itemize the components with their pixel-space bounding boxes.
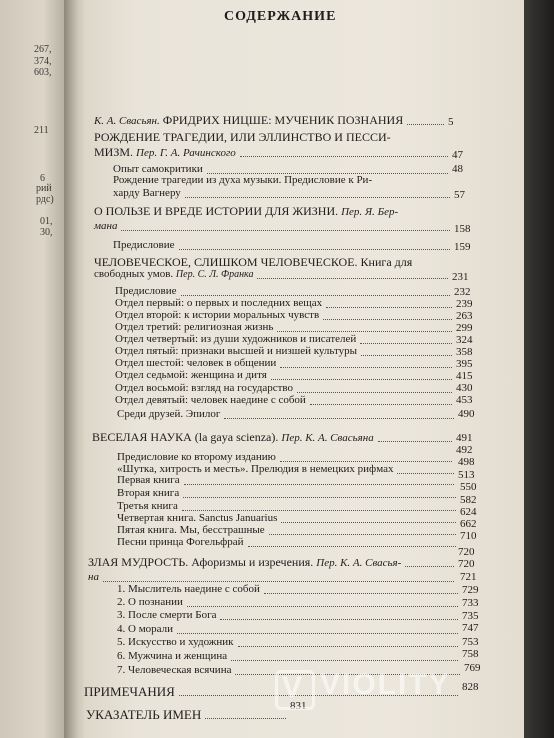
toc-entry-title: МИЗМ. Пер. Г. А. Рачинского xyxy=(94,145,236,159)
toc-entry-title: Рождение трагедии из духа музыки. Предисловие к Ри- xyxy=(113,174,373,186)
toc-entry-title: 1. Мыслитель наедине с собой xyxy=(117,583,260,595)
toc-leader-dots xyxy=(271,379,452,380)
toc-page-number: 415 xyxy=(456,370,473,382)
toc-page-number: 831 xyxy=(290,700,307,712)
toc-entry-title: Пятая книга. Мы, бесстрашные xyxy=(117,524,265,536)
toc-entry-title: на xyxy=(88,571,99,583)
toc-page-number: 733 xyxy=(462,597,479,609)
toc-leader-dots xyxy=(360,343,452,344)
toc-leader-dots xyxy=(205,718,286,719)
toc-page-number: 729 xyxy=(462,584,479,596)
toc-leader-dots xyxy=(277,331,452,332)
toc-page-number: 47 xyxy=(452,149,463,161)
left-page-number: рдс) xyxy=(36,194,54,205)
toc-leader-dots xyxy=(103,581,454,582)
toc-entry-title: Вторая книга xyxy=(117,487,180,499)
toc-entry-title: мана xyxy=(94,220,118,232)
toc-page-number: 828 xyxy=(462,681,479,693)
toc-page-number: 57 xyxy=(454,189,465,201)
left-page-number: 211 xyxy=(34,125,49,136)
toc-leader-dots xyxy=(280,367,452,368)
toc-page-number: 395 xyxy=(456,358,473,370)
toc-page-number: 430 xyxy=(456,382,473,394)
toc-entry-title: 5. Искусство и художник xyxy=(117,636,234,648)
toc-entry-title: Отдел шестой: человек в общении xyxy=(115,357,277,369)
toc-page-number: 498 xyxy=(458,456,475,468)
toc-page-number: 239 xyxy=(456,298,473,310)
toc-leader-dots xyxy=(326,307,452,308)
toc-leader-dots xyxy=(184,484,454,485)
toc-entry-title: Отдел пятый: признаки высшей и низшей культуры xyxy=(115,345,358,357)
toc-entry-title: ЗЛАЯ МУДРОСТЬ. Афоризмы и изречения. Пер. К. А. Свасья- xyxy=(88,555,402,569)
toc-entry-title: Отдел девятый: человек наедине с собой xyxy=(115,394,306,406)
toc-page-number: 5 xyxy=(448,116,454,128)
toc-leader-dots xyxy=(397,473,454,474)
toc-leader-dots xyxy=(183,497,456,498)
toc-page-number: 490 xyxy=(458,408,475,420)
toc-page-number: 550 xyxy=(460,481,477,493)
watermark-text: VIOLITY xyxy=(320,668,451,701)
toc-page-number: 720 xyxy=(458,546,475,558)
toc-entry-title: Опыт самокритики xyxy=(113,163,203,175)
left-page-number: 374, xyxy=(34,56,52,67)
toc-entry-title: Отдел первый: о первых и последних вещах xyxy=(115,297,323,309)
toc-page-number: 453 xyxy=(456,394,473,406)
toc-entry-title: Третья книга xyxy=(117,500,178,512)
toc-page-number: 299 xyxy=(456,322,473,334)
toc-entry-title: ВЕСЕЛАЯ НАУКА (la gaya scienza). Пер. К. А. Свасьяна xyxy=(92,430,374,444)
toc-leader-dots xyxy=(182,510,456,511)
toc-page-number: 662 xyxy=(460,518,477,530)
toc-leader-dots xyxy=(179,249,451,250)
toc-page-number: 758 xyxy=(462,648,479,660)
toc-page-number: 582 xyxy=(460,494,477,506)
toc-leader-dots xyxy=(185,197,450,198)
toc-page-number: 735 xyxy=(462,610,479,622)
left-page-number: 267, xyxy=(34,44,52,55)
toc-leader-dots xyxy=(181,295,451,296)
toc-page-number: 358 xyxy=(456,346,473,358)
toc-entry-title: 6. Мужчина и женщина xyxy=(117,650,228,662)
toc-page-number: 48 xyxy=(452,163,463,175)
toc-entry-title: О ПОЛЬЗЕ И ВРЕДЕ ИСТОРИИ ДЛЯ ЖИЗНИ. Пер. Я. Бер- xyxy=(94,204,399,218)
left-page-number: 603, xyxy=(34,67,52,78)
toc-page-number: 710 xyxy=(460,530,477,542)
toc-entry-title: Предисловие xyxy=(113,239,175,251)
toc-entry-title: харду Вагнеру xyxy=(113,187,181,199)
toc-page-number: 513 xyxy=(458,469,475,481)
toc-leader-dots xyxy=(231,660,458,661)
toc-leader-dots xyxy=(224,418,454,419)
toc-entry-title: свободных умов. Пер. С. Л. Франка xyxy=(94,268,254,280)
toc-entry-title: ПРИМЕЧАНИЯ xyxy=(84,684,175,699)
toc-leader-dots xyxy=(405,566,454,567)
toc-leader-dots xyxy=(187,606,458,607)
toc-entry-title: Отдел третий: религиозная жизнь xyxy=(115,321,274,333)
left-page-number: рий xyxy=(36,183,52,194)
toc-entry-title: РОЖДЕНИЕ ТРАГЕДИИ, ИЛИ ЭЛЛИНСТВО И ПЕССИ- xyxy=(94,130,391,144)
toc-page-number: 159 xyxy=(454,241,471,253)
toc-page-number: 720 xyxy=(458,558,475,570)
toc-page-number: 721 xyxy=(460,571,477,583)
toc-leader-dots xyxy=(238,646,458,647)
toc-entry-title: ЧЕЛОВЕЧЕСКОЕ, СЛИШКОМ ЧЕЛОВЕЧЕСКОЕ. Книга для xyxy=(94,255,413,269)
toc-entry-title: Предисловие ко второму изданию xyxy=(117,451,276,463)
toc-entry-title: 4. О морали xyxy=(117,623,174,635)
toc-entry-title: Четвертая книга. Sanctus Januarius xyxy=(117,512,278,524)
toc-leader-dots xyxy=(281,522,456,523)
toc-entry-title: Среди друзей. Эпилог xyxy=(117,408,221,420)
left-page xyxy=(0,0,72,738)
toc-leader-dots xyxy=(220,619,458,620)
toc-leader-dots xyxy=(297,392,452,393)
toc-leader-dots xyxy=(248,546,456,547)
toc-leader-dots xyxy=(280,461,452,462)
toc-page-number: 624 xyxy=(460,506,477,518)
toc-entry-title: «Шутка, хитрость и месть». Прелюдия в немецких рифмах xyxy=(117,463,394,475)
toc-entry-title: К. А. Свасьян. ФРИДРИХ НИЦШЕ: МУЧЕНИК ПОЗНАНИЯ xyxy=(94,113,404,127)
toc-entry-title: Отдел седьмой: женщина и дитя xyxy=(115,369,267,381)
toc-page-number: 232 xyxy=(454,286,471,298)
toc-leader-dots xyxy=(121,230,450,231)
toc-page-number: 753 xyxy=(462,636,479,648)
book-edge xyxy=(524,0,554,738)
left-page-number: 30, xyxy=(40,227,53,238)
toc-leader-dots xyxy=(378,441,452,442)
toc-leader-dots xyxy=(240,156,448,157)
left-page-number: 6 xyxy=(40,173,45,184)
toc-leader-dots xyxy=(407,124,444,125)
toc-leader-dots xyxy=(310,404,452,405)
toc-page-number: 324 xyxy=(456,334,473,346)
toc-page-number: 492 xyxy=(456,444,473,456)
page-title: СОДЕРЖАНИЕ xyxy=(224,9,337,24)
toc-entry-title: 2. О познании xyxy=(117,596,183,608)
watermark-logo: V xyxy=(275,670,315,710)
toc-page-number: 263 xyxy=(456,310,473,322)
toc-entry-title: 7. Человеческая всячина xyxy=(117,664,232,676)
toc-leader-dots xyxy=(323,319,452,320)
toc-page-number: 769 xyxy=(464,662,481,674)
toc-entry-title: Первая книга xyxy=(117,474,180,486)
left-page-number: 01, xyxy=(40,216,53,227)
toc-page-number: 231 xyxy=(452,271,469,283)
toc-entry-title: Предисловие xyxy=(115,285,177,297)
toc-leader-dots xyxy=(361,355,452,356)
toc-leader-dots xyxy=(269,534,456,535)
toc-leader-dots xyxy=(257,278,448,279)
toc-entry-title: 3. После смерти Бога xyxy=(117,609,217,621)
toc-page-number: 491 xyxy=(456,432,473,444)
toc-entry-title: Отдел четвертый: из души художников и писателей xyxy=(115,333,357,345)
toc-page-number: 747 xyxy=(462,622,479,634)
toc-entry-title: УКАЗАТЕЛЬ ИМЕН xyxy=(86,707,202,722)
toc-page-number: 158 xyxy=(454,223,471,235)
toc-entry-title: Отдел восьмой: взгляд на государство xyxy=(115,382,294,394)
toc-leader-dots xyxy=(177,633,458,634)
toc-entry-title: Песни принца Фогельфрай xyxy=(117,536,244,548)
toc-entry-title: Отдел второй: к истории моральных чувств xyxy=(115,309,320,321)
toc-leader-dots xyxy=(264,593,458,594)
